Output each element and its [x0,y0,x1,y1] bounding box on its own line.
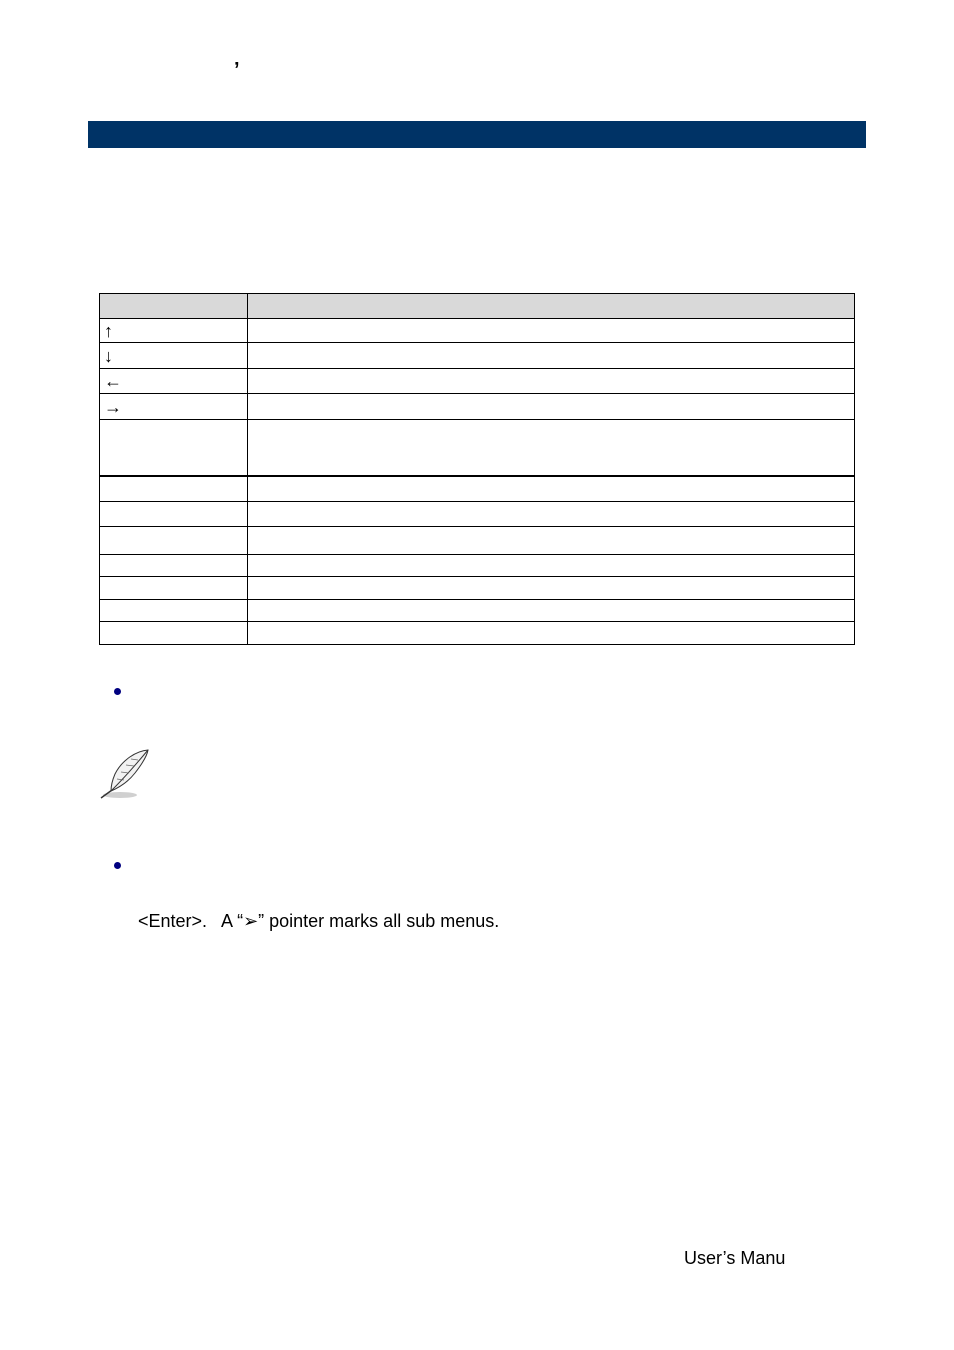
table-row [100,555,855,577]
submenu-instruction-text: <Enter>. A “➢” pointer marks all sub menus. [138,911,500,931]
table-row [100,369,855,394]
function-cell [248,420,855,476]
function-cell [248,555,855,577]
key-cell: → [100,394,248,420]
header-cell-function [248,294,855,319]
table-row [100,622,855,645]
table-row [100,600,855,622]
table-header-row [100,294,855,319]
function-cell [248,527,855,555]
function-cell [248,394,855,420]
table-row [100,420,855,476]
key-cell [100,600,248,622]
feather-note-icon [98,748,152,800]
key-cell [100,577,248,600]
header-mark: ’ [234,59,240,81]
function-cell [248,622,855,645]
key-cell [100,476,248,502]
table-row [100,319,855,343]
function-cell [248,600,855,622]
navigation-keys-table [99,293,855,645]
bullet-icon [114,862,121,869]
table-row [100,476,855,502]
table-row [100,343,855,369]
function-cell [248,577,855,600]
function-cell [248,502,855,527]
function-cell [248,369,855,394]
function-cell [248,343,855,369]
function-cell [248,319,855,343]
key-cell [100,527,248,555]
key-cell: ↑ [100,319,248,343]
table-row [100,394,855,420]
bullet-icon [114,688,121,695]
table-row [100,577,855,600]
table-row [100,527,855,555]
header-cell-key [100,294,248,319]
table-row [100,502,855,527]
key-cell [100,420,248,476]
key-cell [100,555,248,577]
function-cell [248,476,855,502]
key-cell [100,502,248,527]
section-banner [88,121,866,148]
key-cell [100,622,248,645]
footer-text: User’s Manu [684,1248,786,1268]
key-cell: ← [100,369,248,394]
key-cell: ↓ [100,343,248,369]
